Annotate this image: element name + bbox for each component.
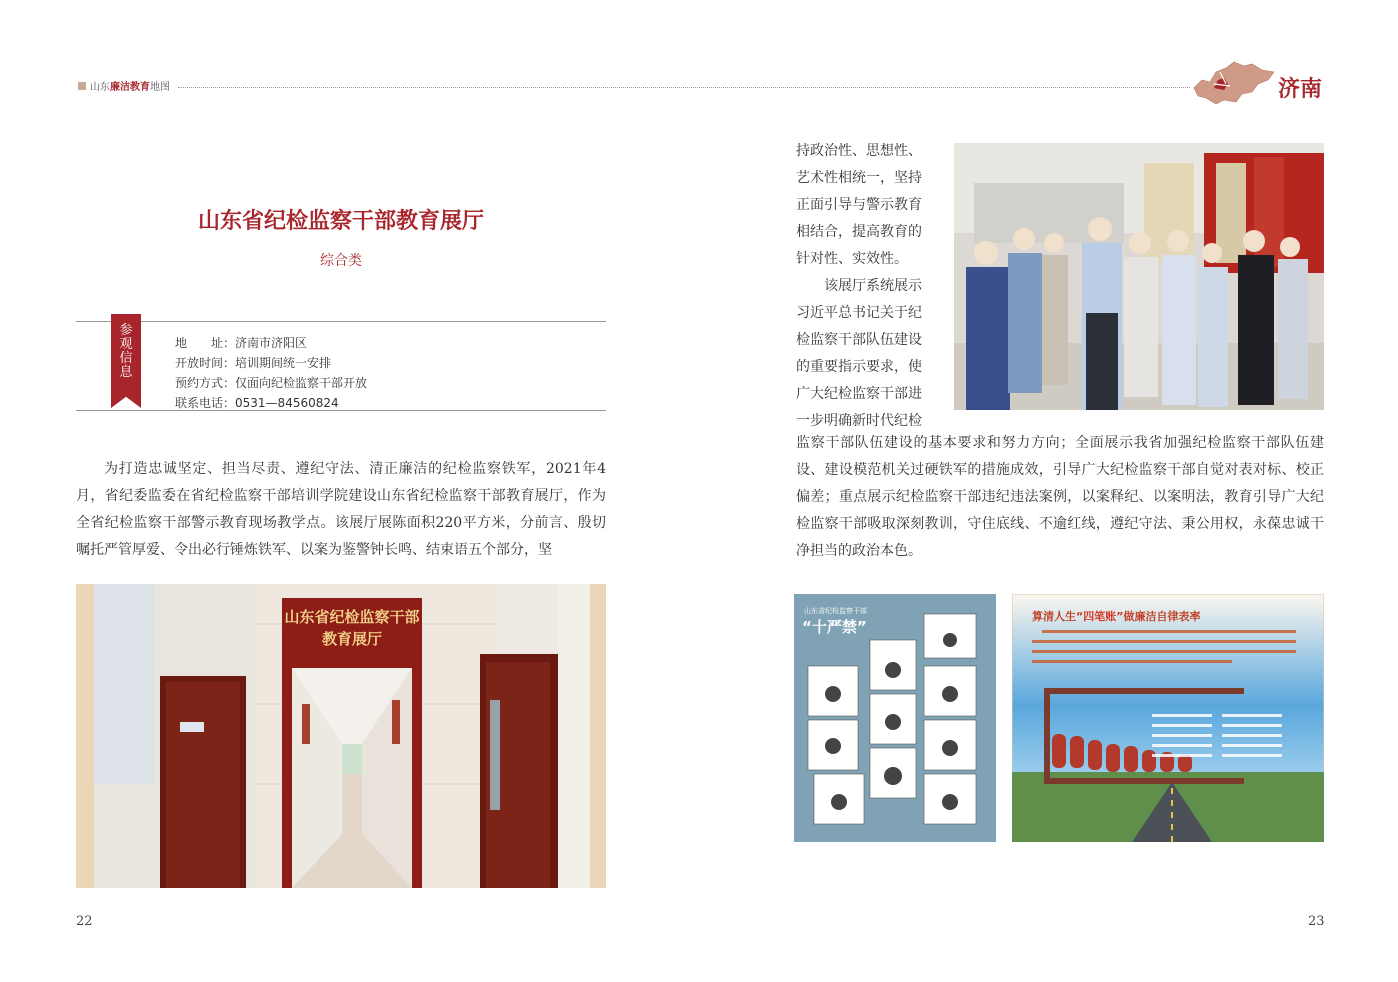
info-value: 仅面向纪检监察干部开放 bbox=[235, 376, 368, 390]
info-top-rule bbox=[76, 321, 606, 322]
info-row-address bbox=[175, 334, 307, 351]
page-number-right: 23 bbox=[1308, 914, 1325, 929]
header-highlight: 廉洁教育 bbox=[110, 82, 150, 93]
poster-title-highlight: “四笔账” bbox=[1076, 610, 1124, 623]
poster-background bbox=[1012, 594, 1324, 842]
page-title: 山东省纪检监察干部教育展厅 bbox=[197, 208, 484, 234]
hallway-photo bbox=[76, 584, 606, 888]
ten-prohibitions-poster bbox=[794, 594, 996, 842]
poster-big-title: “十严禁” bbox=[802, 618, 867, 636]
hall-sign-line1: 山东省纪检监察干部 bbox=[284, 608, 420, 626]
text-line: 检监察干部队伍建设 bbox=[796, 332, 922, 348]
visitors-photo bbox=[954, 143, 1324, 410]
poster-small-title: 山东省纪检监察干部 bbox=[804, 607, 867, 615]
narrow-column-text bbox=[796, 138, 930, 435]
ribbon-char: 信 bbox=[119, 351, 133, 366]
hall-sign-line2: 教育展厅 bbox=[321, 630, 382, 648]
ribbon-char: 观 bbox=[119, 337, 133, 352]
four-accounts-poster bbox=[1012, 594, 1324, 842]
city-label: 济南 bbox=[1278, 76, 1323, 102]
header-prefix: 山东 bbox=[90, 82, 110, 93]
text-line: 持政治性、思想性、 bbox=[796, 143, 922, 159]
info-value: 培训期间统一安排 bbox=[235, 356, 332, 370]
ribbon-char: 参 bbox=[119, 323, 133, 338]
info-bottom-rule bbox=[76, 410, 606, 411]
ribbon-char: 息 bbox=[119, 365, 133, 380]
poster-title-prefix: 算清人生 bbox=[1032, 610, 1076, 623]
text-line: 一步明确新时代纪检 bbox=[796, 413, 922, 429]
main-paragraph: 监察干部队伍建设的基本要求和努力方向；全面展示我省加强纪检监察干部队伍建设、建设模范机关过硬铁军的措施成效，引导广大纪检监察干部自觉对表对标、校正偏差；重点展示纪检监察干部违纪违法案例，以案释纪、以案明法，教育引导广大纪检监察干部吸取深刻教训，守住底线、不逾红线，遵纪守法、秉公用权，永葆忠诚干净担当的政治本色。 bbox=[796, 435, 1324, 559]
text-line: 针对性、实效性。 bbox=[796, 251, 908, 267]
poster-panels bbox=[794, 594, 996, 842]
category-label: 综合类 bbox=[320, 253, 362, 269]
poster-right-title bbox=[1032, 608, 1200, 624]
info-label: 开放时间： bbox=[175, 356, 236, 370]
poster-title-suffix: 做廉洁自律表率 bbox=[1123, 610, 1201, 623]
text-line: 正面引导与警示教育 bbox=[796, 197, 922, 213]
shandong-map-icon bbox=[1192, 58, 1276, 106]
info-value: 济南市济阳区 bbox=[235, 336, 308, 350]
text-line: 相结合，提高教育的 bbox=[796, 224, 922, 240]
info-row-hours bbox=[175, 354, 331, 371]
header-suffix: 地图 bbox=[150, 82, 170, 93]
header-dotted-rule bbox=[178, 87, 1190, 88]
text-line: 的重要指示要求，使 bbox=[796, 359, 922, 375]
info-label: 预约方式： bbox=[175, 376, 236, 390]
running-header bbox=[90, 78, 170, 93]
text-line: 习近平总书记关于纪 bbox=[796, 305, 922, 321]
text-line: 艺术性相统一，坚持 bbox=[796, 170, 922, 186]
hall-sign bbox=[282, 606, 422, 650]
info-row-phone bbox=[175, 394, 339, 411]
page-number-left: 22 bbox=[76, 914, 93, 929]
text-line: 该展厅系统展示 bbox=[796, 278, 922, 294]
text-line: 广大纪检监察干部进 bbox=[796, 386, 922, 402]
info-label: 地 址： bbox=[175, 336, 236, 350]
info-row-booking bbox=[175, 374, 367, 391]
intro-paragraph: 为打造忠诚坚定、担当尽责、遵纪守法、清正廉洁的纪检监察铁军，2021年4月，省纪委监委在省纪检监察干部培训学院建设山东省纪检监察干部教育展厅，作为全省纪检监察干部警示教育现场教学点。该展厅展陈面积220平方米，分前言、殷切嘱托严管厚爱、令出必行锤炼铁军、以案为鉴警钟长鸣、结束语五个部分，坚 bbox=[76, 461, 606, 558]
visit-info-ribbon-label bbox=[111, 324, 141, 380]
info-label: 联系电话： bbox=[175, 396, 236, 410]
header-bullet bbox=[78, 82, 86, 90]
info-value: 0531—84560824 bbox=[235, 396, 339, 410]
